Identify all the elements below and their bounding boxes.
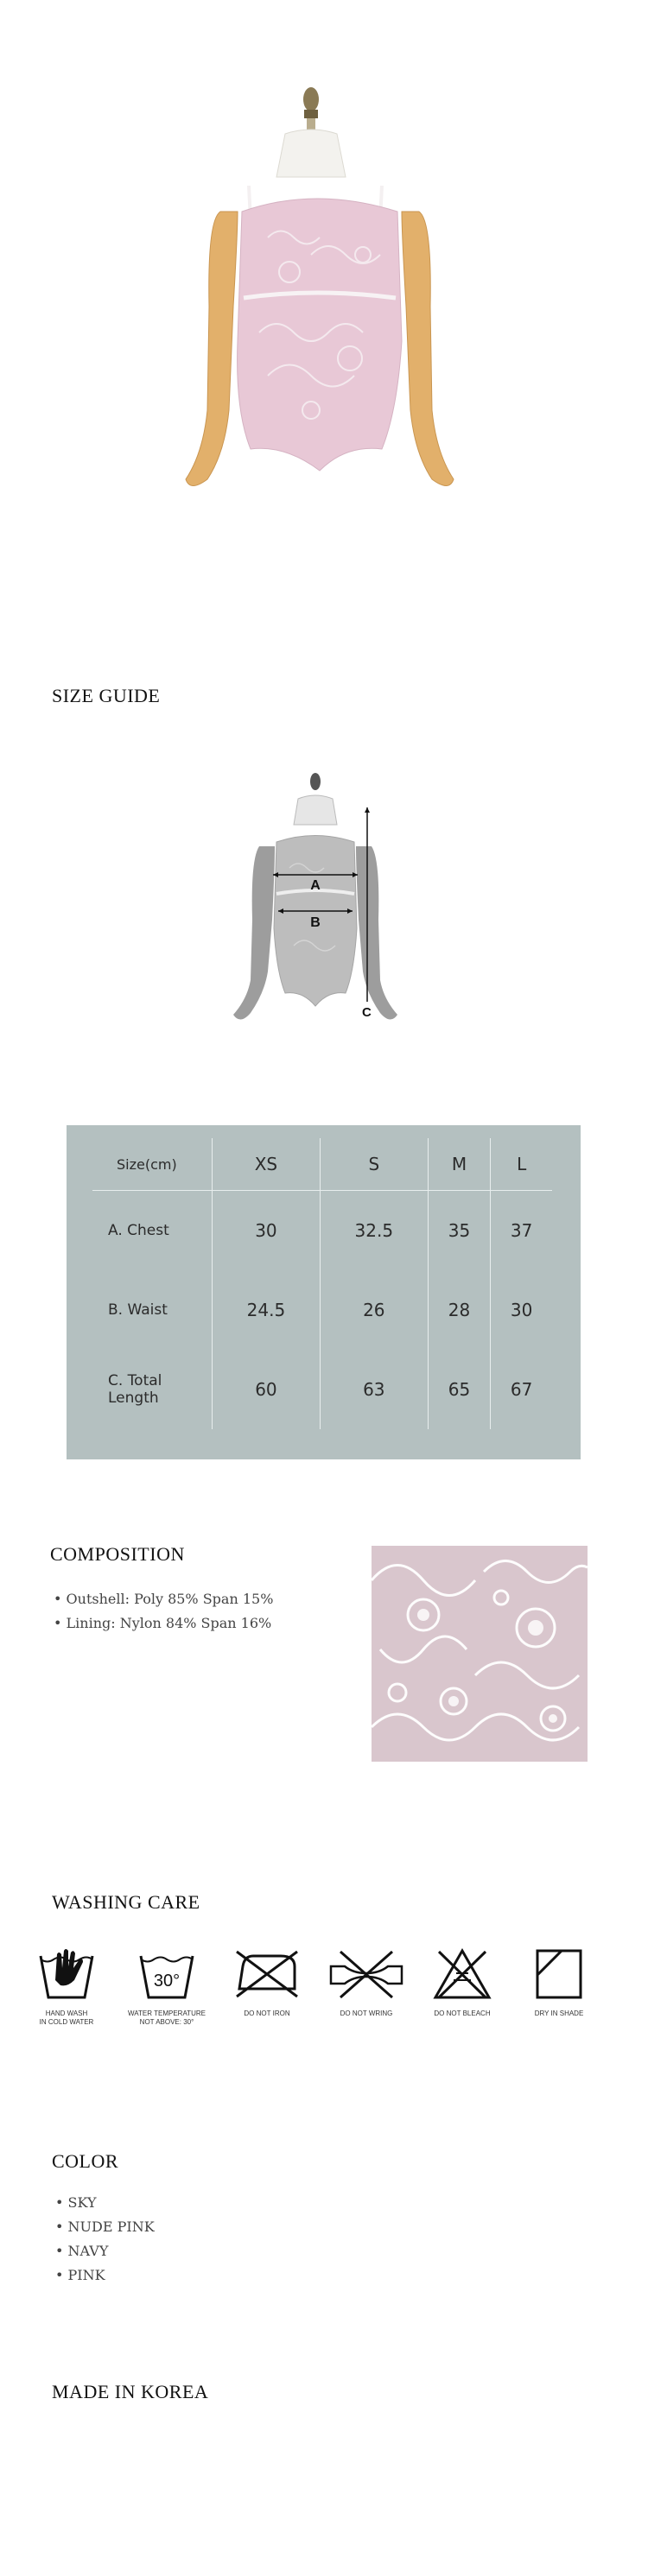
row-label-chest: A. Chest <box>108 1222 169 1239</box>
water-temperature-icon <box>137 1947 197 2001</box>
size-header-s: S <box>320 1138 428 1191</box>
table-cell: 60 <box>213 1350 321 1429</box>
composition-list <box>54 1587 273 1636</box>
table-cell: 30 <box>213 1191 321 1271</box>
do-not-wring-icon <box>327 1947 405 2001</box>
care-label: WATER TEMPERATURE NOT ABOVE: 30° <box>128 2010 206 2026</box>
care-label: DO NOT WRING <box>340 2010 393 2017</box>
care-label: HAND WASH IN COLD WATER <box>39 2010 94 2026</box>
care-item-do-not-iron <box>224 1947 310 2018</box>
measurement-diagram <box>207 773 441 1058</box>
mannequin-finial-icon <box>303 87 319 136</box>
list-item: • Outshell: Poly 85% Span 15% <box>54 1587 273 1611</box>
care-item-do-not-wring <box>323 1947 410 2018</box>
color-list <box>55 2191 155 2288</box>
size-header-m: M <box>428 1138 491 1191</box>
table-cell: 30 <box>491 1270 552 1350</box>
row-label-waist: B. Waist <box>108 1301 168 1319</box>
fabric-swatch <box>372 1546 588 1762</box>
table-cell: 63 <box>320 1350 428 1429</box>
size-unit-label: Size(cm) <box>92 1138 213 1191</box>
list-item: • PINK <box>55 2263 155 2288</box>
list-item: • Lining: Nylon 84% Span 16% <box>54 1611 273 1636</box>
care-item-water-temperature <box>124 1947 210 2027</box>
table-cell: 32.5 <box>320 1191 428 1271</box>
table-row <box>92 1270 552 1350</box>
table-cell: 67 <box>491 1350 552 1429</box>
product-photo <box>138 82 501 518</box>
list-item: • NUDE PINK <box>55 2215 155 2239</box>
size-guide-title: SIZE GUIDE <box>52 685 161 706</box>
dry-in-shade-icon <box>529 1947 589 2001</box>
measure-label-a: A <box>310 878 321 893</box>
size-table <box>67 1125 581 1459</box>
table-row <box>92 1350 552 1429</box>
hand-wash-icon <box>36 1947 97 2001</box>
table-cell: 28 <box>428 1270 491 1350</box>
table-cell: 37 <box>491 1191 552 1271</box>
size-table-header-row <box>92 1138 552 1191</box>
care-item-dry-in-shade <box>516 1947 602 2018</box>
color-title: COLOR <box>52 2150 119 2172</box>
list-item: • NAVY <box>55 2239 155 2263</box>
do-not-iron-icon <box>232 1947 302 2001</box>
temperature-value: 30° <box>153 1972 181 1991</box>
table-cell: 26 <box>320 1270 428 1350</box>
table-cell: 65 <box>428 1350 491 1429</box>
list-item: • SKY <box>55 2191 155 2215</box>
table-cell: 24.5 <box>213 1270 321 1350</box>
row-label-total-length: C. Total Length <box>108 1372 162 1407</box>
care-item-do-not-bleach <box>419 1947 505 2018</box>
care-label: DO NOT BLEACH <box>434 2010 491 2017</box>
do-not-bleach-icon <box>432 1947 492 2001</box>
size-header-xs: XS <box>213 1138 321 1191</box>
care-label: DO NOT IRON <box>244 2010 290 2017</box>
table-row <box>92 1191 552 1271</box>
care-label: DRY IN SHADE <box>534 2010 584 2017</box>
measure-label-b: B <box>310 915 321 930</box>
care-item-hand-wash <box>23 1947 110 2027</box>
measure-label-c: C <box>362 1005 372 1020</box>
table-cell: 35 <box>428 1191 491 1271</box>
composition-title: COMPOSITION <box>50 1543 185 1565</box>
size-header-l: L <box>491 1138 552 1191</box>
made-in-title: MADE IN KOREA <box>52 2381 209 2402</box>
washing-care-title: WASHING CARE <box>52 1891 200 1913</box>
